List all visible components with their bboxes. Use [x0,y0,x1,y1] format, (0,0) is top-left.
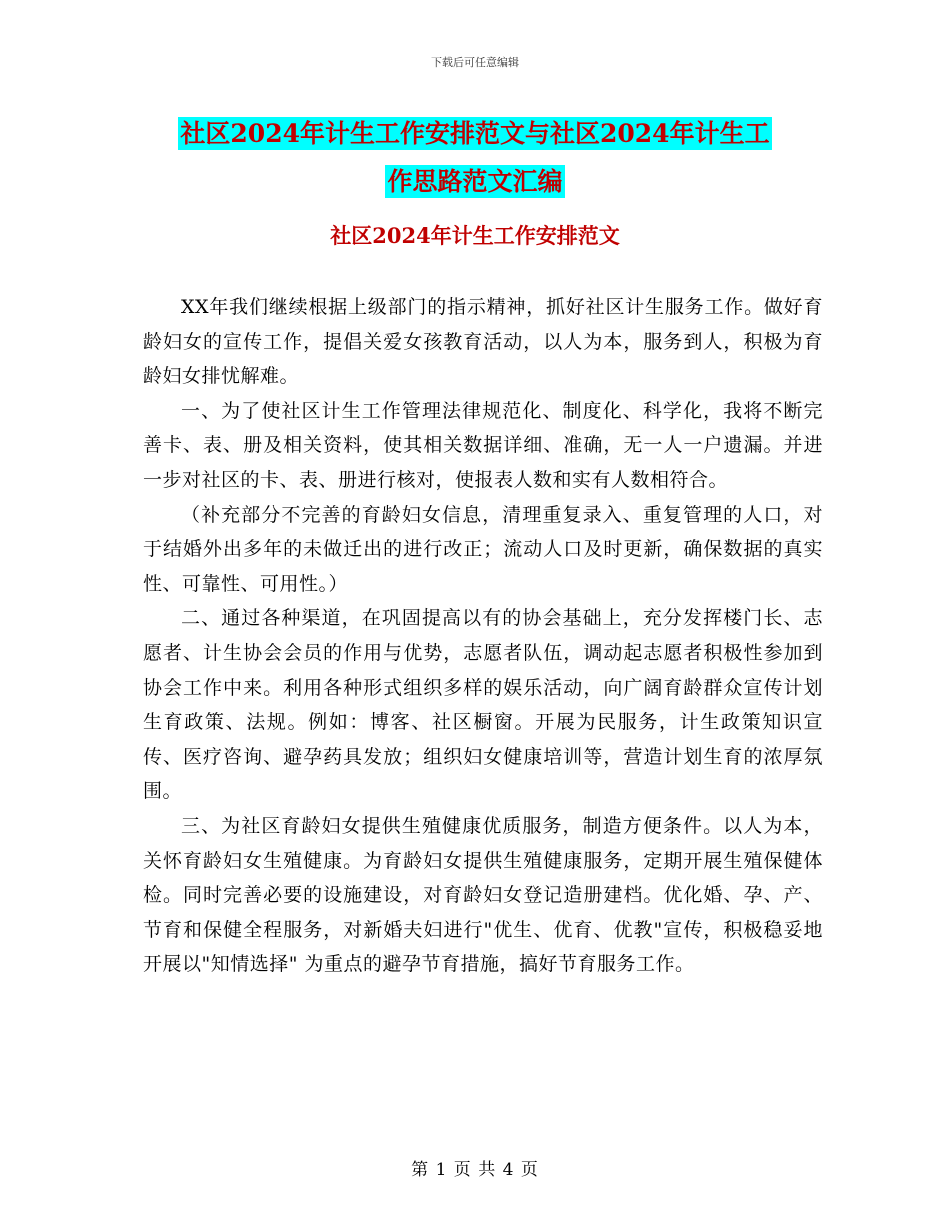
paragraph: 三、为社区育龄妇女提供生殖健康优质服务，制造方便条件。以人为本，关怀育龄妇女生殖健康。为育龄妇女提供生殖健康服务，定期开展生殖保健体检。同时完善必要的设施建设，对育龄妇女登记造册建档。优化婚、孕、产、节育和保健全程服务，对新婚夫妇进行"优生、优育、优教"宣传，积极稳妥地开展以"知情选择" 为重点的避孕节育措施，搞好节育服务工作。 [143,814,823,976]
paragraph: XX年我们继续根据上级部门的指示精神，抓好社区计生服务工作。做好育龄妇女的宣传工作，提倡关爱女孩教育活动，以人为本，服务到人，积极为育龄妇女排忧解难。 [143,296,823,388]
paragraph: 二、通过各种渠道，在巩固提高以有的协会基础上，充分发挥楼门长、志愿者、计生协会会员的作用与优势，志愿者队伍，调动起志愿者积极性参加到协会工作中来。利用各种形式组织多样的娱乐活动，向广阔育龄群众宣传计划生育政策、法规。例如：博客、社区橱窗。开展为民服务，计生政策知识宣传、医疗咨询、避孕药具发放；组织妇女健康培训等，营造计划生育的浓厚氛围。 [143,607,823,803]
document-title [100,110,850,206]
title-line-1: 社区2024年计生工作安排范文与社区2024年计生工 [180,119,770,148]
header-note: 下载后可任意编辑 [431,56,519,69]
paragraph: 一、为了使社区计生工作管理法律规范化、制度化、科学化，我将不断完善卡、表、册及相关资料，使其相关数据详细、准确，无一人一户遗漏。并进一步对社区的卡、表、册进行核对，使报表人数和实有人数相符合。 [143,399,823,491]
title-line-2: 作思路范文汇编 [387,167,563,196]
body-text [143,290,823,982]
paragraph: （补充部分不完善的育龄妇女信息，清理重复录入、重复管理的人口，对于结婚外出多年的未做迁出的进行改正；流动人口及时更新，确保数据的真实性、可靠性、可用性。） [143,503,823,595]
section-title: 社区2024年计生工作安排范文 [330,223,620,248]
page-number: 第 1 页 共 4 页 [411,1160,539,1180]
